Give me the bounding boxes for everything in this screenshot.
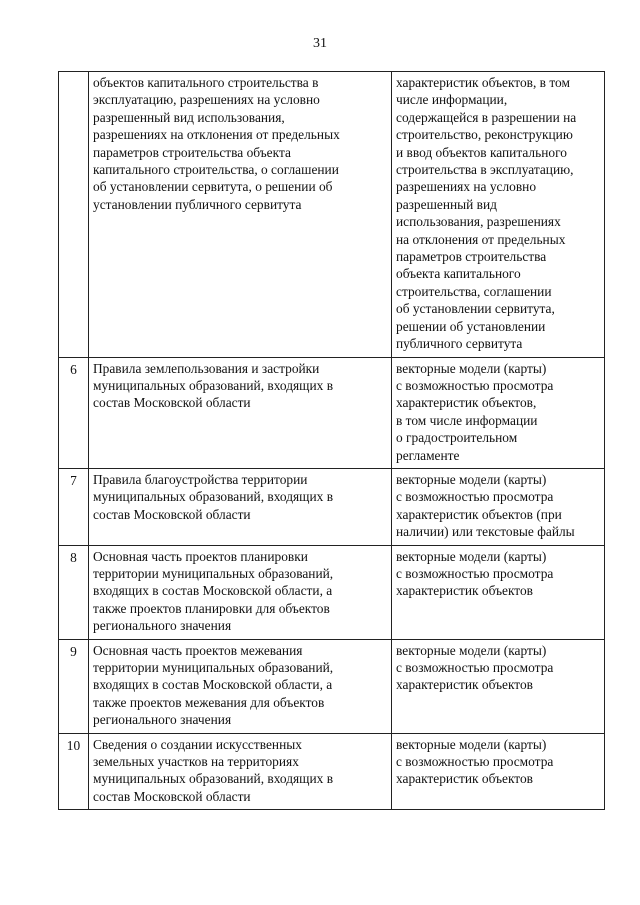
table-row bbox=[59, 72, 605, 358]
data-format-line: объекта капитального bbox=[396, 266, 521, 282]
data-format-line: регламенте bbox=[396, 447, 460, 463]
data-format-cell bbox=[392, 72, 605, 358]
document-name-line: разрешенный вид использования, bbox=[93, 109, 285, 125]
document-name-line: состав Московской области bbox=[93, 395, 251, 411]
data-format-cell bbox=[392, 357, 605, 468]
document-name-line: территории муниципальных образований, bbox=[93, 565, 334, 581]
table-row bbox=[59, 733, 605, 810]
data-format-line: векторные модели (карты) bbox=[396, 548, 547, 564]
data-format-cell bbox=[392, 733, 605, 810]
data-format-line: разрешениях на условно bbox=[396, 179, 537, 195]
data-format-line: характеристик объектов bbox=[396, 771, 533, 787]
table-row bbox=[59, 357, 605, 468]
data-format-line: строительство, реконструкцию bbox=[396, 127, 573, 143]
document-name-line: муниципальных образований, входящих в bbox=[93, 771, 334, 787]
document-name-cell bbox=[89, 72, 392, 358]
document-name-line: разрешениях на отклонения от предельных bbox=[93, 127, 340, 143]
data-format-line: с возможностью просмотра bbox=[396, 565, 554, 581]
document-name-line: Правила благоустройства территории bbox=[93, 471, 308, 487]
data-format-cell bbox=[392, 468, 605, 545]
document-name-line: Основная часть проектов межевания bbox=[93, 642, 303, 658]
document-name-line: территории муниципальных образований, bbox=[93, 660, 334, 675]
data-format-line: строительства в эксплуатацию, bbox=[396, 162, 574, 178]
page-number: 31 bbox=[313, 36, 327, 51]
data-format-cell bbox=[392, 639, 605, 733]
document-name-line: Основная часть проектов планировки bbox=[93, 548, 308, 564]
data-format-line: об установлении сервитута, bbox=[396, 301, 555, 317]
data-format-line: содержащейся в разрешении на bbox=[396, 109, 577, 125]
data-format-line: с возможностью просмотра bbox=[396, 489, 554, 505]
document-name-cell bbox=[89, 357, 392, 468]
row-number bbox=[59, 72, 89, 358]
data-format-line: векторные модели (карты) bbox=[396, 471, 547, 487]
document-name-line: эксплуатацию, разрешениях на условно bbox=[93, 92, 320, 108]
document-name-line: Сведения о создании искусственных bbox=[93, 736, 302, 752]
data-format-line: векторные модели (карты) bbox=[396, 736, 547, 752]
table-body bbox=[59, 72, 605, 810]
document-name-line: земельных участков на территориях bbox=[93, 754, 299, 770]
document-name-line: состав Московской области bbox=[93, 788, 251, 804]
table-row bbox=[59, 545, 605, 639]
document-name-line: Правила землепользования и застройки bbox=[93, 360, 320, 376]
data-format-line: наличии) или текстовые файлы bbox=[396, 524, 575, 540]
data-format-line: с возможностью просмотра bbox=[396, 377, 554, 393]
data-format-line: векторные модели (карты) bbox=[396, 642, 547, 658]
documents-table bbox=[58, 71, 605, 810]
data-format-line: на отклонения от предельных bbox=[396, 231, 566, 247]
document-name-line: входящих в состав Московской области, а bbox=[93, 583, 333, 599]
data-format-cell bbox=[392, 545, 605, 639]
data-format-line: числе информации, bbox=[396, 92, 508, 108]
document-name-line: капитального строительства, о соглашении bbox=[93, 162, 339, 178]
data-format-line: с возможностью просмотра bbox=[396, 754, 554, 770]
data-format-line: разрешенный вид bbox=[396, 196, 497, 212]
data-format-line: строительства, соглашении bbox=[396, 283, 552, 299]
document-name-cell bbox=[89, 639, 392, 733]
document-name-cell bbox=[89, 733, 392, 810]
data-format-line: характеристик объектов (при bbox=[396, 506, 562, 522]
data-format-line: в том числе информации bbox=[396, 412, 538, 428]
table-row bbox=[59, 639, 605, 733]
document-name-line: установлении публичного сервитута bbox=[93, 196, 302, 212]
data-format-line: характеристик объектов bbox=[396, 583, 533, 599]
document-name-line: объектов капитального строительства в bbox=[93, 75, 319, 90]
document-name-line: также проектов межевания для объектов bbox=[93, 694, 325, 710]
document-name-line: об установлении сервитута, о решении об bbox=[93, 179, 333, 195]
row-number: 6 bbox=[59, 357, 89, 468]
table-row bbox=[59, 468, 605, 545]
data-format-line: параметров строительства bbox=[396, 249, 547, 265]
data-format-line: характеристик объектов bbox=[396, 677, 533, 693]
row-number: 10 bbox=[59, 733, 89, 810]
data-format-line: решении об установлении bbox=[396, 318, 546, 334]
document-name-line: параметров строительства объекта bbox=[93, 144, 291, 160]
data-format-line: векторные модели (карты) bbox=[396, 360, 547, 376]
row-number: 8 bbox=[59, 545, 89, 639]
document-name-cell bbox=[89, 468, 392, 545]
data-format-line: с возможностью просмотра bbox=[396, 660, 554, 675]
document-name-line: муниципальных образований, входящих в bbox=[93, 377, 334, 393]
data-format-line: использования, разрешениях bbox=[396, 214, 561, 230]
document-name-line: регионального значения bbox=[93, 712, 232, 728]
document-name-line: входящих в состав Московской области, а bbox=[93, 677, 333, 693]
data-format-line: о градостроительном bbox=[396, 430, 518, 446]
data-format-line: публичного сервитута bbox=[396, 336, 523, 352]
row-number: 7 bbox=[59, 468, 89, 545]
document-name-line: регионального значения bbox=[93, 618, 232, 634]
document-name-line: также проектов планировки для объектов bbox=[93, 600, 330, 616]
row-number: 9 bbox=[59, 639, 89, 733]
document-name-line: состав Московской области bbox=[93, 506, 251, 522]
data-format-line: характеристик объектов, bbox=[396, 395, 537, 411]
document-name-cell bbox=[89, 545, 392, 639]
document-name-line: муниципальных образований, входящих в bbox=[93, 489, 334, 505]
data-format-line: и ввод объектов капитального bbox=[396, 144, 567, 160]
data-format-line: характеристик объектов, в том bbox=[396, 75, 570, 90]
